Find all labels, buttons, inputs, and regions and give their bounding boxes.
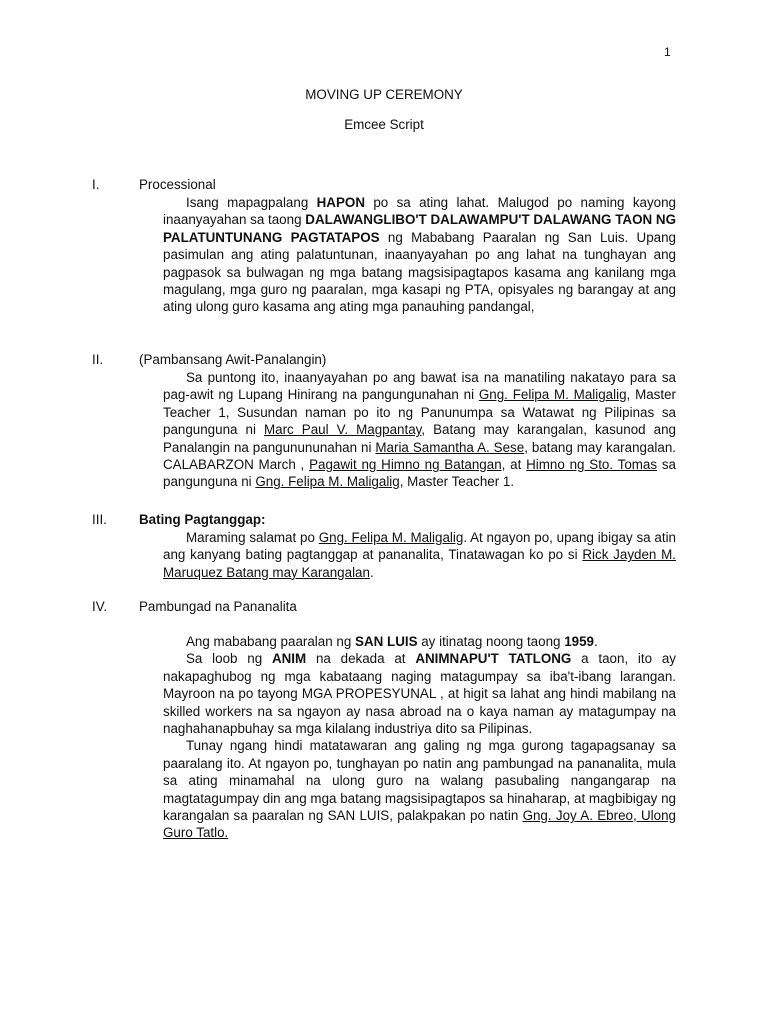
underlined-name: Gng. Joy A. Ebreo, Ulong Guro Tatlo.: [163, 808, 676, 841]
section-heading: Bating Pagtanggap:: [139, 512, 266, 527]
section-paragraph: Sa puntong ito, inaanyayahan po ang bawat isa na manatiling nakatayo para sa pag-awit ng Lupang Hinirang na pangungunahan ni Gng. Felipa M. Maligalig, Master Teacher 1, Susundan naman po ito ng Panunumpa sa Watawat ng Pilipinas sa pangunguna ni Marc Paul V. Magpantay, Batang may karangalan, kasunod ang Panalangin na pangunununahan ni Maria Samantha A. Sese, batang may karangalan. CALABARZON March , Pagawit ng Himno ng Batangan, at Himno ng Sto. Tomas sa pangunguna ni Gng. Felipa M. Maligalig, Master Teacher 1.: [163, 370, 676, 490]
section-processional: [92, 177, 676, 337]
section-paragraph: Maraming salamat po Gng. Felipa M. Maligalig. At ngayon po, upang ibigay sa atin ang kanyang bating pagtanggap at pananalita, Tinatawagan ko po si Rick Jayden M. Maruquez Batang may Karangalan.: [163, 530, 677, 580]
section-number: IV.: [92, 599, 108, 614]
section-pambansang-awit: [92, 352, 676, 512]
section-paragraph: Tunay ngang hindi matatawaran ang galing ng mga gurong tagapagsanay sa paaralang ito. At ngayon po, tunghayan po natin ang pambungad na pananalita, mula sa ating minamahal na ulong guro na walang pasubaling nangangarap na magtatagumpay din ang mga batang magsisipagtapos sa hinaharap, at magbibigay ng karangalan sa paaralan ng SAN LUIS, palakpakan po natin Gng. Joy A. Ebreo, Ulong Guro Tatlo.: [163, 738, 676, 841]
section-number: II.: [92, 352, 104, 367]
page-number: 1: [664, 45, 671, 59]
document-subtitle: Emcee Script: [344, 117, 424, 132]
underlined-name: Rick Jayden M. Maruquez Batang may Karangalan: [163, 547, 677, 580]
section-paragraph: Sa loob ng ANIM na dekada at ANIMNAPU'T TATLONG a taon, ito ay nakapaghubog ng mga kabataang naging matagumpay sa iba't-ibang larangan. Mayroon na po tayong MGA PROPESYUNAL , at higit sa lahat ang hindi mabilang na skilled workers na sa ngayon ay nasa abroad na o kaya naman ay matagumpay na naghahanapbuhay sa mga kilalang industriya dito sa Pilipinas.: [163, 651, 676, 737]
section-paragraph: Ang mababang paaralan ng SAN LUIS ay itinatag noong taong 1959.: [186, 634, 598, 649]
document-title: MOVING UP CEREMONY: [305, 87, 463, 102]
section-number: I.: [92, 177, 100, 192]
underlined-name: Pagawit ng Himno ng Batangan: [309, 457, 502, 473]
section-heading: (Pambansang Awit-Panalangin): [139, 352, 327, 367]
section-heading: Processional: [139, 177, 216, 192]
section-heading: Pambungad na Pananalita: [139, 599, 297, 614]
underlined-name: Himno ng Sto. Tomas: [526, 457, 658, 473]
underlined-name: Gng. Felipa M. Maligalig: [255, 474, 400, 490]
underlined-name: Marc Paul V. Magpantay: [263, 422, 422, 438]
underlined-name: Maria Samantha A. Sese: [375, 439, 525, 455]
section-pambungad: [92, 599, 676, 849]
underlined-name: Gng. Felipa M. Maligalig: [318, 530, 464, 545]
section-bating-pagtanggap: [92, 512, 676, 582]
underlined-name: Gng. Felipa M. Maligalig: [478, 387, 627, 403]
section-paragraph: Isang mapagpalang HAPON po sa ating lahat. Malugod po naming kayong inaanyayahan sa taong DALAWANGLIBO'T DALAWAMPU'T DALAWANG TAON NG PALATUNTUNANG PAGTATAPOS ng Mababang Paaralan ng San Luis. Upang pasimulan ang ating palatuntunan, inaanyayahan po ang lahat na tunghayan ang pagpasok sa bulwagan ng mga batang magsisipagtapos kasama ang kanilang mga magulang, mga guro ng paaralan, mga kasapi ng PTA, opisyales ng barangay at ang ating ulong guro kasama ang ating mga panauhing pandangal,: [163, 195, 676, 315]
section-number: III.: [92, 512, 107, 527]
